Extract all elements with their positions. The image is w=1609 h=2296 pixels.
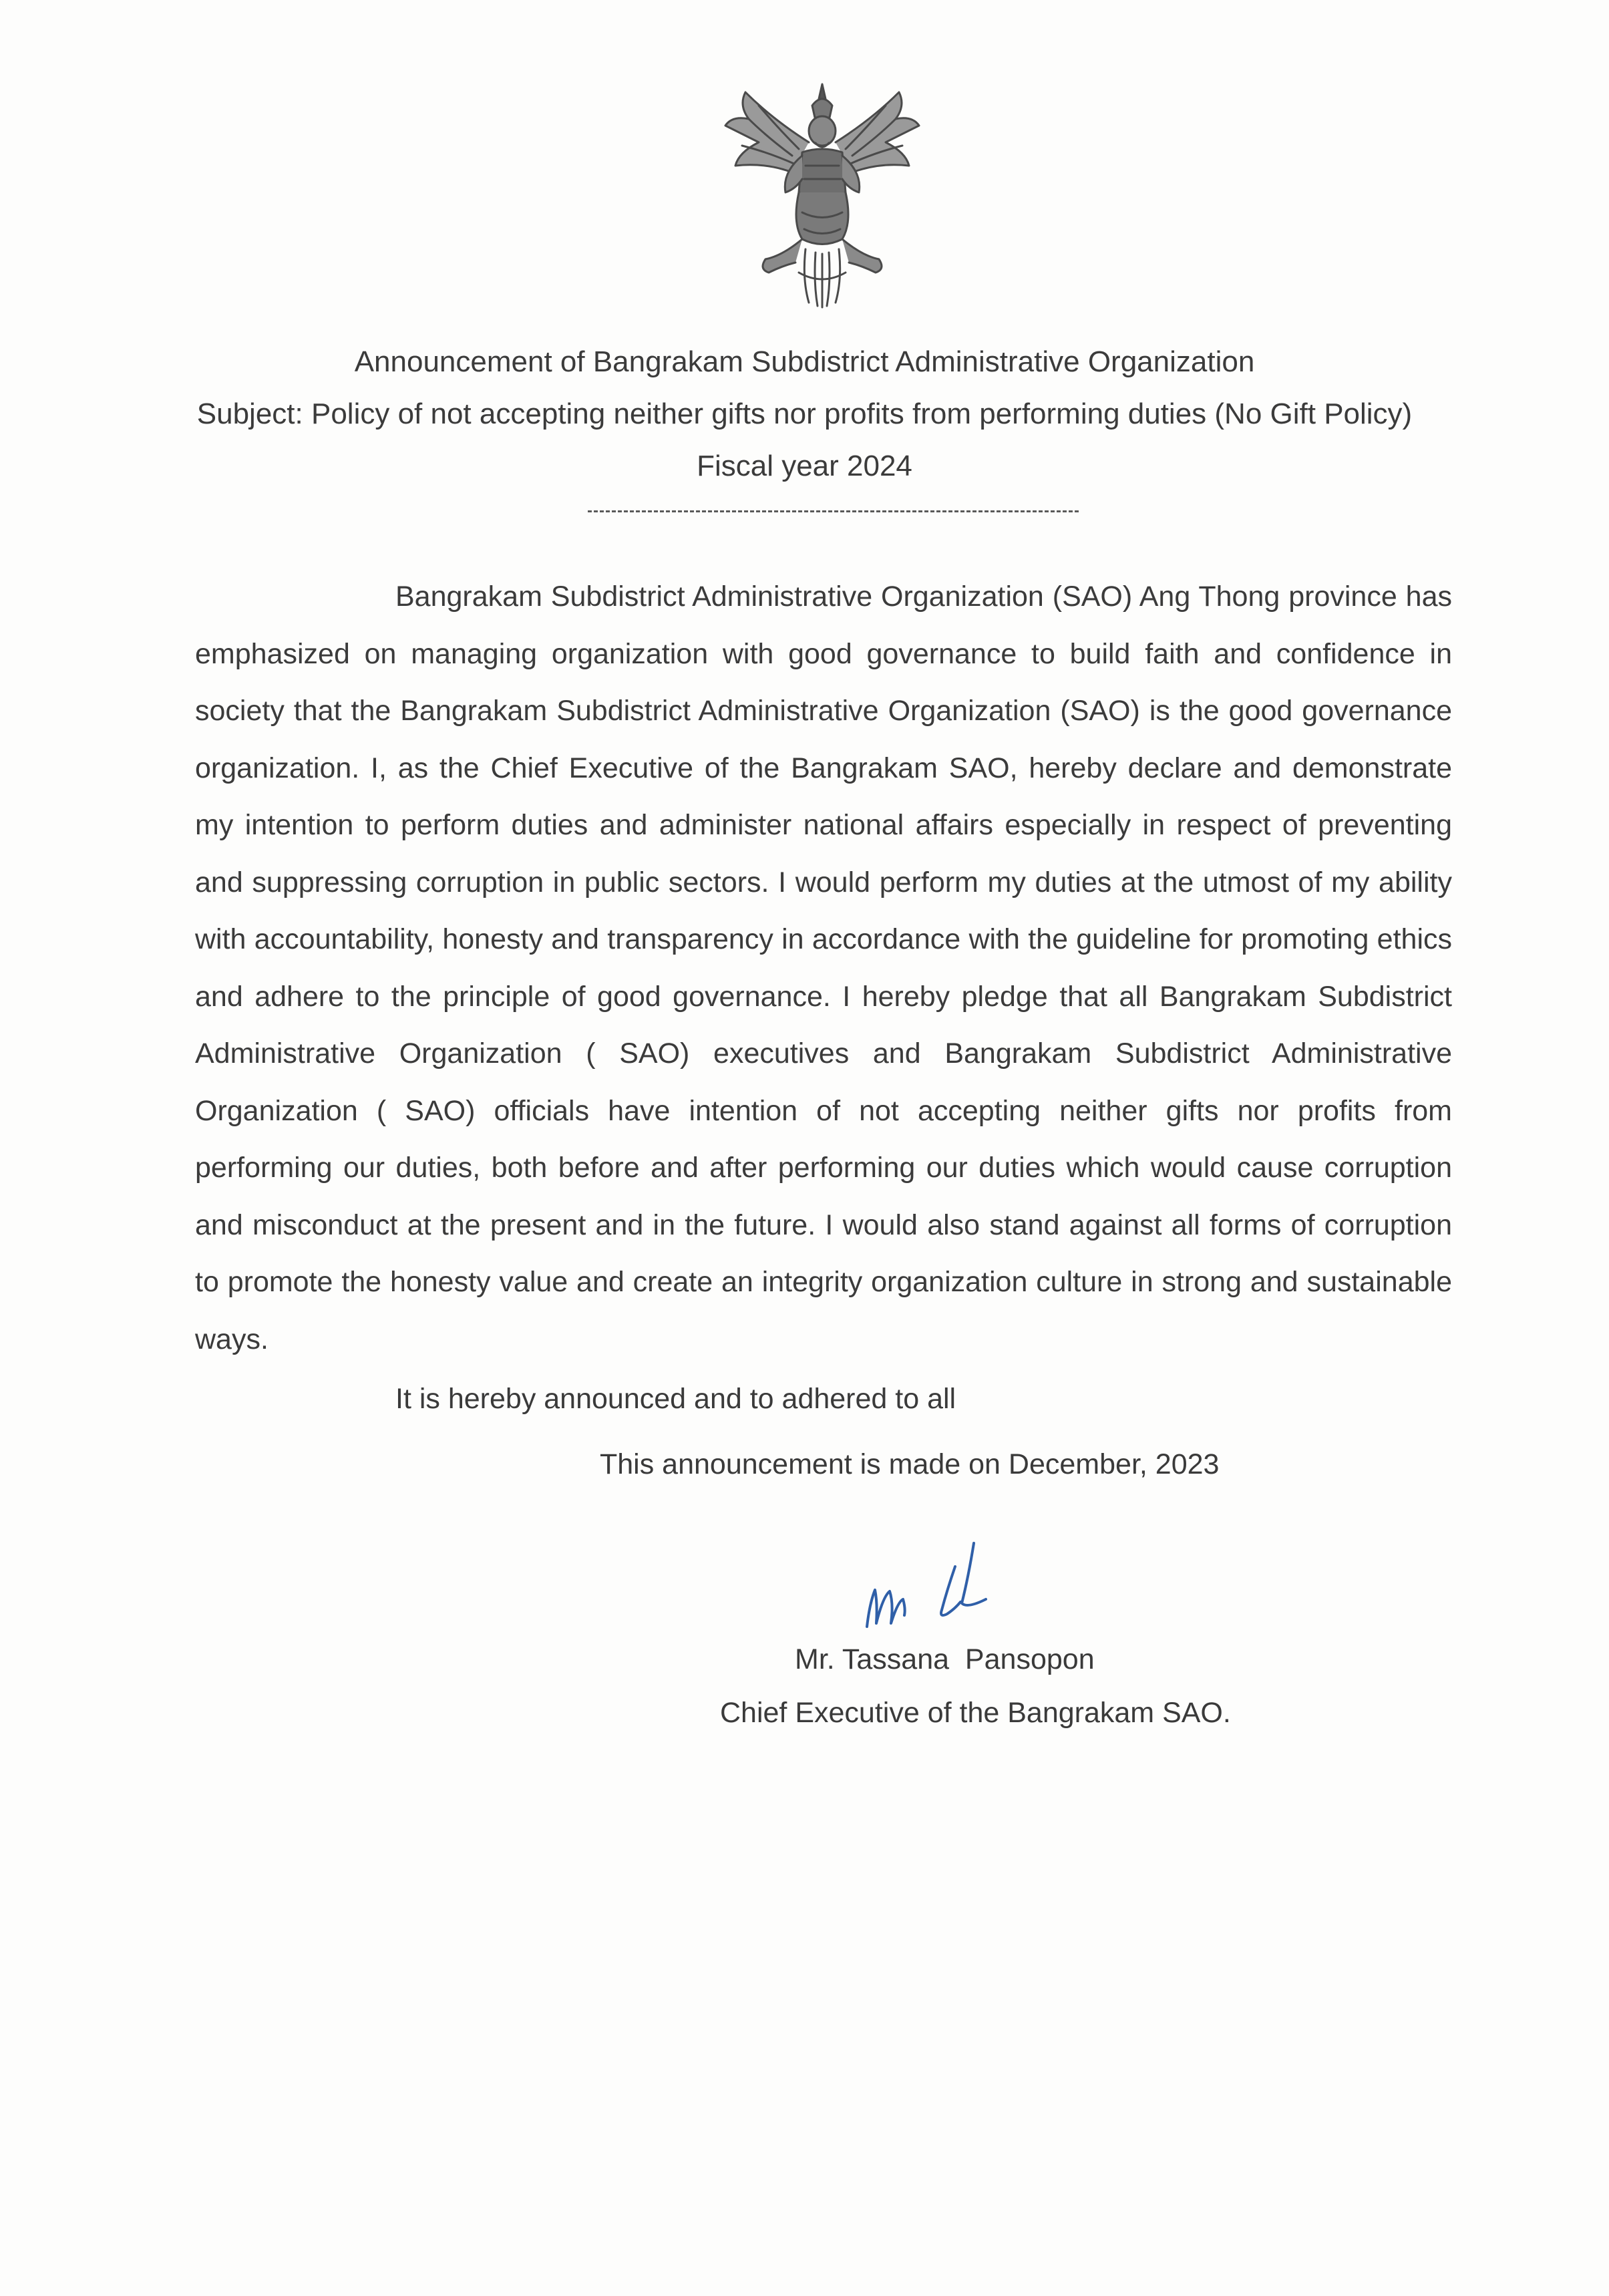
announcement-subject <box>0 387 1609 441</box>
subject-text: Subject: Policy of not accepting neither gifts nor profits from performing duties (No Gift Policy) <box>196 397 1413 430</box>
signer-name: Mr. Tassana Pansopon <box>795 1643 1095 1675</box>
fiscal-year <box>0 440 1609 493</box>
garuda-emblem-icon <box>719 79 926 309</box>
handwritten-signature-icon <box>855 1530 1029 1643</box>
fiscal-year-text: Fiscal year 2024 <box>697 450 912 482</box>
closing-line: It is hereby announced and to adhered to all <box>395 1383 956 1415</box>
dashed-divider <box>588 510 1079 512</box>
title-text: Announcement of Bangrakam Subdistrict Administrative Organization <box>354 345 1255 378</box>
announcement-date: This announcement is made on December, 2023 <box>600 1448 1220 1480</box>
announcement-title <box>0 335 1609 389</box>
signer-title: Chief Executive of the Bangrakam SAO. <box>720 1697 1231 1729</box>
body-paragraph: Bangrakam Subdistrict Administrative Organization (SAO) Ang Thong province has emphasized on managing organization with good governance to build faith and confidence in society that the Bangrakam Subdistrict Administrative Organization (SAO) is the good governance organization. I, as the Chief Executive of the Bangrakam SAO, hereby declare and demonstrate my intention to perform duties and administer national affairs especially in respect of preventing and suppressing corruption in public sectors. I would perform my duties at the utmost of my ability with accountability, honesty and transparency in accordance with the guideline for promoting ethics and adhere to the principle of good governance. I hereby pledge that all Bangrakam Subdistrict Administrative Organization ( SAO) executives and Bangrakam Subdistrict Administrative Organization ( SAO) officials have intention of not accepting neither gifts nor profits from performing our duties, both before and after performing our duties which would cause corruption and misconduct at the present and in the future. I would also stand against all forms of corruption to promote the honesty value and create an integrity organization culture in strong and sustainable ways. <box>195 581 1452 1355</box>
